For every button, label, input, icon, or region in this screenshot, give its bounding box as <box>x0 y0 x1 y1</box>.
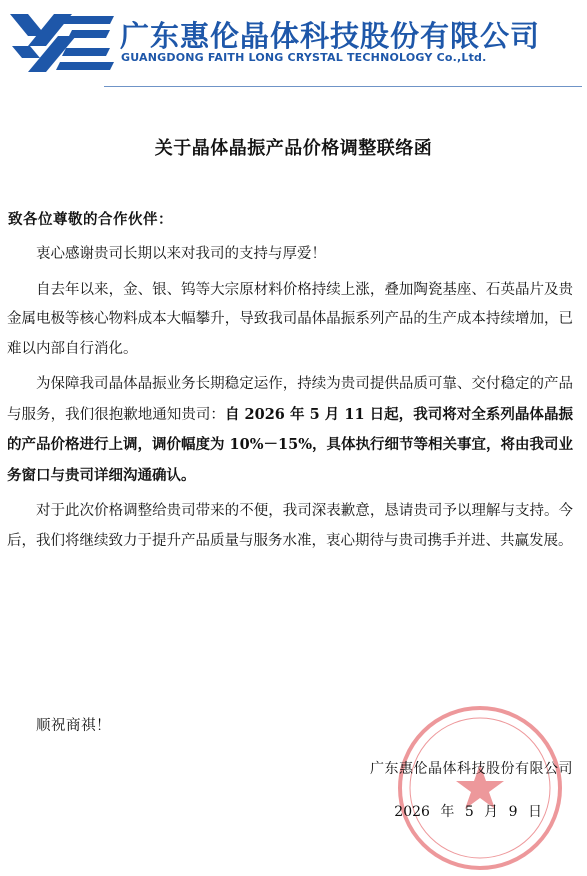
letterhead <box>0 0 587 92</box>
paragraph-cost-reason: 自去年以来，金、银、钨等大宗原材料价格持续上涨，叠加陶瓷基座、石英晶片及贵金属电极等核心物料成本大幅攀升，导致我司晶体晶振系列产品的生产成本持续增加，已难以内部自行消化。 <box>7 281 573 357</box>
header-divider <box>104 86 582 87</box>
paragraph-apology: 对于此次价格调整给贵司带来的不便，我司深表歉意，恳请贵司予以理解与支持。今后，我们将继续致力于提升产品质量与服务水准，衷心期待与贵司携手并进、共赢发展。 <box>7 503 573 549</box>
notice-intro-text: 为保障我司晶体晶振业务长期稳定运作，持续为贵司提供品质可靠、交付稳定的产品与服务，我们很抱歉地通知贵司： <box>7 376 573 423</box>
company-logo-icon <box>6 6 118 76</box>
company-name-english: GUANGDONG FAITH LONG CRYSTAL TECHNOLOGY Co.,Ltd. <box>121 51 487 64</box>
letter-body <box>7 240 573 562</box>
closing-greeting: 顺祝商祺！ <box>36 718 111 734</box>
notice-key-text: 自 2026 年 5 月 11 日起，我司将对全系列晶体晶振的产品价格进行上调，调价幅度为 10%－15%，具体执行细节等相关事宜，将由我司业务窗口与贵司详细沟通确认。 <box>7 405 573 484</box>
salutation: 致各位尊敬的合作伙伴： <box>8 211 173 228</box>
company-name-chinese: 广东惠伦晶体科技股份有限公司 <box>120 19 541 53</box>
signature-company: 广东惠伦晶体科技股份有限公司 <box>370 761 573 777</box>
paragraph-price-notice <box>7 370 573 491</box>
paragraph-thanks: 衷心感谢贵司长期以来对我司的支持与厚爱！ <box>36 246 326 262</box>
signature-date: 2026 年 5 月 9 日 <box>394 804 542 820</box>
company-seal-stamp-icon <box>392 700 568 876</box>
document-title: 关于晶体晶振产品价格调整联络函 <box>154 138 433 159</box>
